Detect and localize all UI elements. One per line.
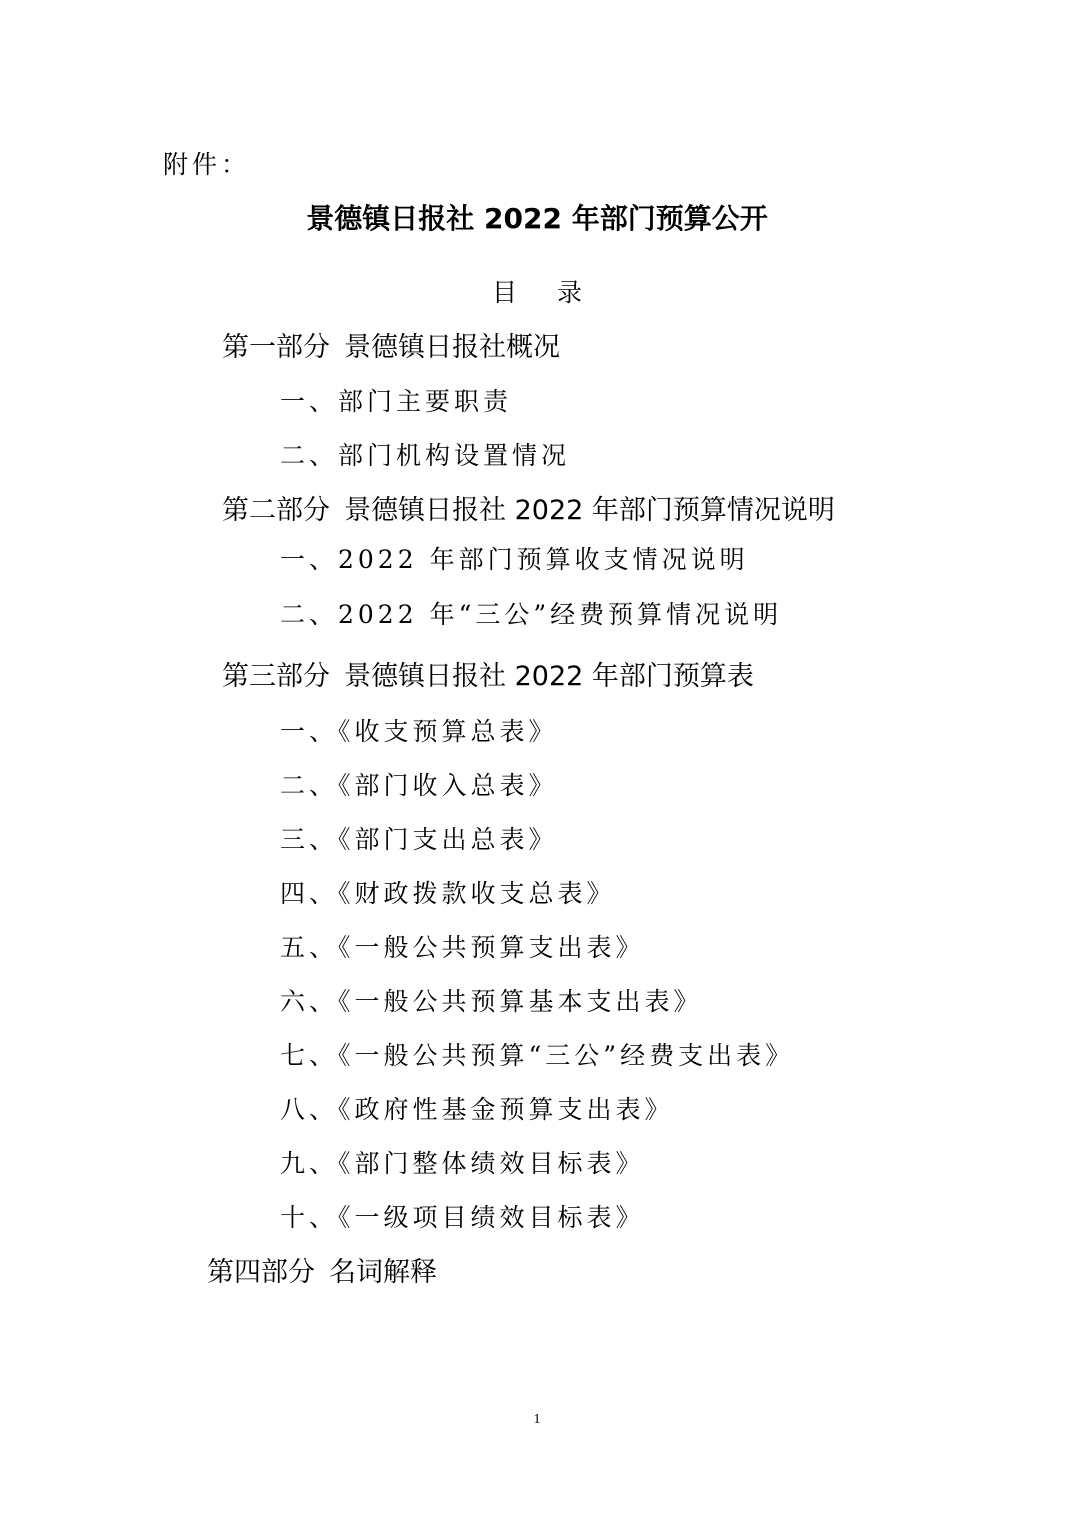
- toc-part-1-title: 景德镇日报社概况: [344, 332, 560, 363]
- toc-part-1: [222, 334, 560, 361]
- toc-heading: 目录: [491, 278, 622, 307]
- document-title: 景德镇日报社 2022 年部门预算公开: [306, 202, 768, 235]
- toc-part-4: [207, 1259, 437, 1286]
- toc-item: 八、《政府性基金预算支出表》: [280, 1095, 674, 1124]
- toc-item: 五、《一般公共预算支出表》: [280, 933, 645, 962]
- toc-part-3-title: 景德镇日报社 2022 年部门预算表: [344, 661, 754, 692]
- toc-item: 一、《收支预算总表》: [280, 717, 558, 746]
- attachment-label: 附件：: [163, 150, 251, 179]
- page-number: 1: [533, 1412, 541, 1427]
- toc-item: 六、《一般公共预算基本支出表》: [280, 987, 703, 1016]
- toc-part-3: [222, 663, 754, 690]
- toc-item: 七、《一般公共预算“三公”经费支出表》: [280, 1041, 795, 1070]
- toc-part-3-label: 第三部分: [222, 661, 330, 692]
- toc-item: 二、《部门收入总表》: [280, 771, 558, 800]
- toc-part-1-label: 第一部分: [222, 332, 330, 363]
- toc-part-4-title: 名词解释: [329, 1257, 437, 1288]
- toc-part-2: [222, 497, 835, 524]
- toc-item: 四、《财政拨款收支总表》: [280, 879, 616, 908]
- toc-part-4-label: 第四部分: [207, 1257, 315, 1288]
- toc-item: 三、《部门支出总表》: [280, 825, 558, 854]
- toc-item: 一、部门主要职责: [280, 387, 513, 416]
- toc-part-2-label: 第二部分: [222, 495, 330, 526]
- toc-item: 一、2022 年部门预算收支情况说明: [280, 545, 749, 574]
- toc-item: 二、部门机构设置情况: [280, 441, 571, 470]
- toc-item: 十、《一级项目绩效目标表》: [280, 1203, 645, 1232]
- toc-part-2-title: 景德镇日报社 2022 年部门预算情况说明: [344, 495, 835, 526]
- toc-item: 九、《部门整体绩效目标表》: [280, 1149, 645, 1178]
- toc-item: 二、2022 年“三公”经费预算情况说明: [280, 600, 783, 629]
